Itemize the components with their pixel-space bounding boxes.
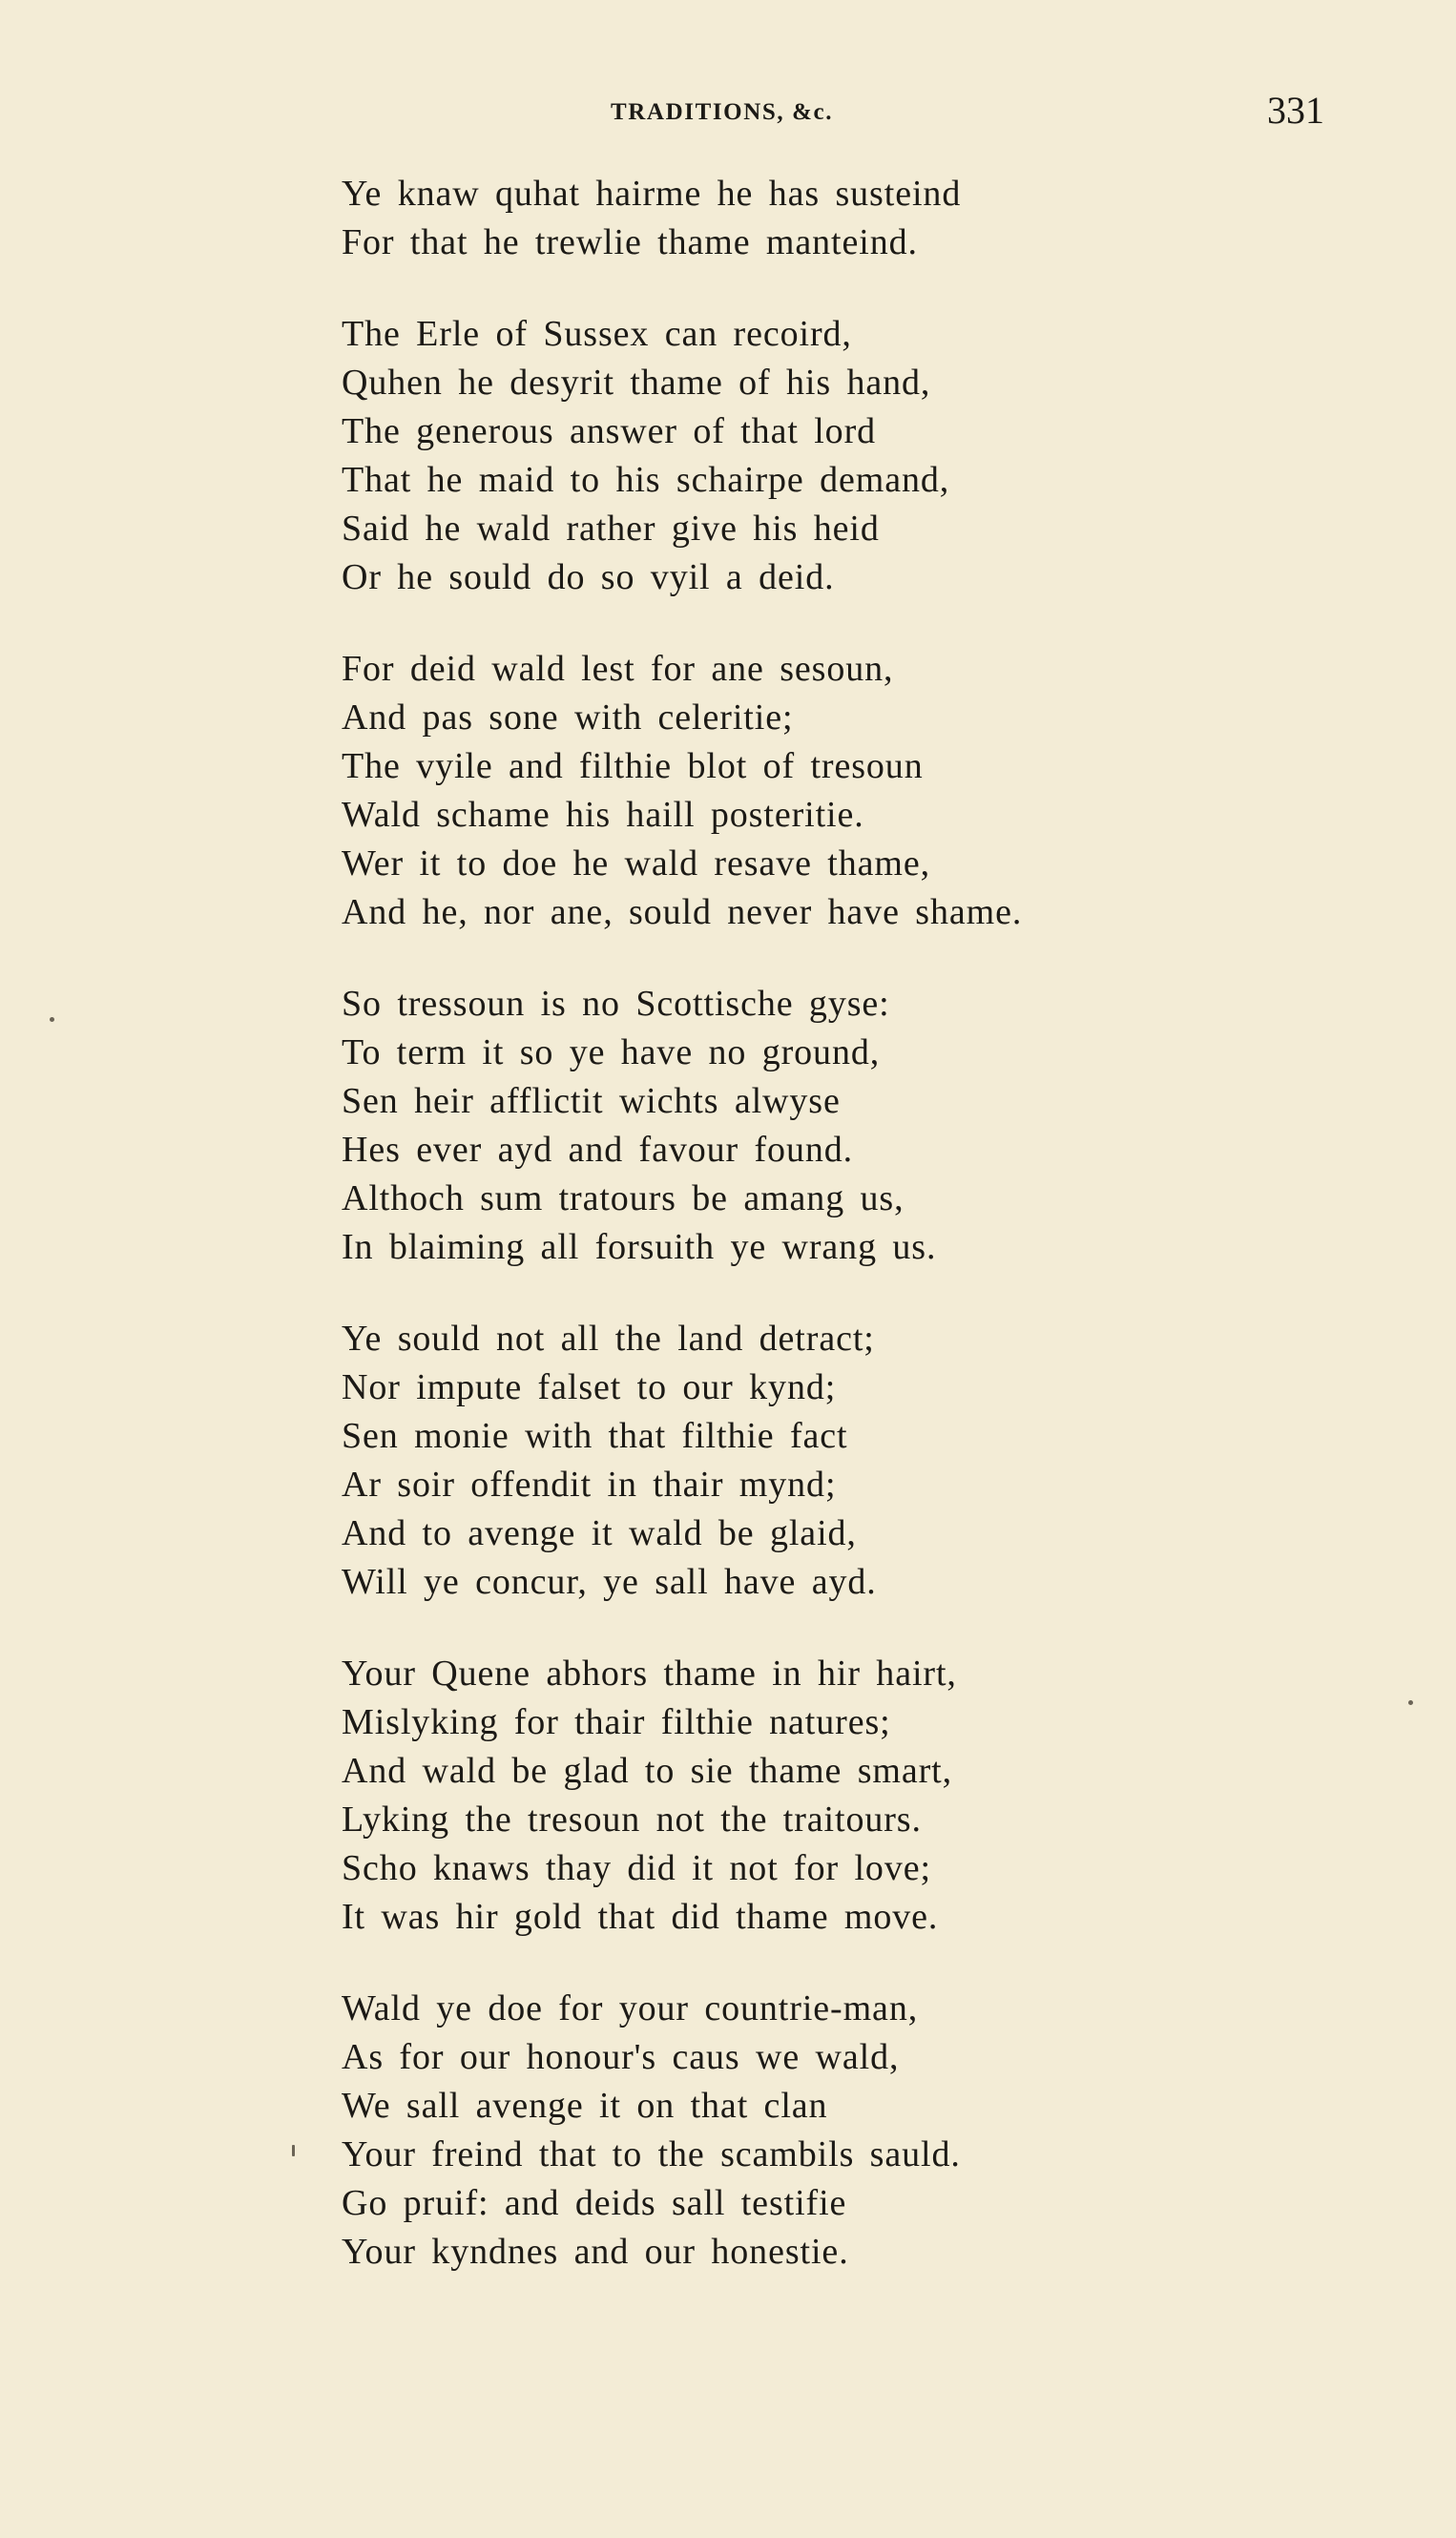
verse-line: And to avenge it wald be glaid, xyxy=(342,1513,857,1553)
verse-line: The Erle of Sussex can recoird, xyxy=(342,314,852,354)
stanza xyxy=(342,645,1391,937)
verse-line: Your kyndnes and our honestie. xyxy=(342,2232,849,2272)
stanza xyxy=(342,1985,1391,2277)
paper-speck xyxy=(1408,1700,1413,1705)
verse-line: The generous answer of that lord xyxy=(342,411,877,451)
verse-line: To term it so ye have no ground, xyxy=(342,1032,881,1072)
verse-line: Lyking the tresoun not the traitours. xyxy=(342,1799,922,1840)
stanza xyxy=(342,1315,1391,1607)
verse-line: That he maid to his schairpe demand, xyxy=(342,460,950,500)
stanza xyxy=(342,980,1391,1272)
verse-line: Wald schame his haill posteritie. xyxy=(342,795,864,835)
verse-line: Sen heir afflictit wichts alwyse xyxy=(342,1081,841,1121)
verse-line: Wer it to doe he wald resave thame, xyxy=(342,843,931,884)
verse-line: The vyile and filthie blot of tresoun xyxy=(342,746,924,786)
verse-line: It was hir gold that did thame move. xyxy=(342,1897,939,1937)
verse-line: And wald be glad to sie thame smart, xyxy=(342,1751,953,1791)
verse-line: Hes ever ayd and favour found. xyxy=(342,1130,854,1170)
stanza xyxy=(342,170,1391,267)
verse-line: Scho knaws thay did it not for love; xyxy=(342,1848,931,1888)
verse-line: In blaiming all forsuith ye wrang us. xyxy=(342,1227,937,1267)
stanza xyxy=(342,310,1391,602)
verse-line: Sen monie with that filthie fact xyxy=(342,1416,848,1456)
verse-line: Will ye concur, ye sall have ayd. xyxy=(342,1562,877,1602)
verse-line: We sall avenge it on that clan xyxy=(342,2086,828,2126)
running-title: TRADITIONS, &c. xyxy=(611,99,834,125)
verse-line: Ye sould not all the land detract; xyxy=(342,1319,875,1359)
running-head xyxy=(0,88,1456,145)
verse-line: Quhen he desyrit thame of his hand, xyxy=(342,363,931,403)
stanza xyxy=(342,1650,1391,1942)
verse-line: For that he trewlie thame manteind. xyxy=(342,222,918,262)
verse-line: Go pruif: and deids sall testifie xyxy=(342,2183,847,2223)
verse-line: Your freind that to the scambils sauld. xyxy=(342,2134,961,2174)
verse-line: Said he wald rather give his heid xyxy=(342,509,880,549)
verse-line: For deid wald lest for ane sesoun, xyxy=(342,649,894,689)
verse-line: And he, nor ane, sould never have shame. xyxy=(342,892,1023,932)
verse-line: And pas sone with celeritie; xyxy=(342,697,794,738)
verse-line: Ar soir offendit in thair mynd; xyxy=(342,1465,837,1505)
verse-line: Wald ye doe for your countrie-man, xyxy=(342,1988,919,2028)
paper-speck xyxy=(50,1017,54,1022)
verse-line: Or he sould do so vyil a deid. xyxy=(342,557,835,597)
verse-line: Ye knaw quhat hairme he has susteind xyxy=(342,174,962,214)
verse-line: So tressoun is no Scottische gyse: xyxy=(342,984,890,1024)
paper-speck xyxy=(292,2145,295,2156)
page-number: 331 xyxy=(1267,89,1324,132)
poem xyxy=(342,170,1391,2320)
verse-line: Althoch sum tratours be amang us, xyxy=(342,1178,905,1218)
verse-line: Mislyking for thair filthie natures; xyxy=(342,1702,891,1742)
verse-line: Nor impute falset to our kynd; xyxy=(342,1367,837,1407)
verse-line: As for our honour's caus we wald, xyxy=(342,2037,900,2077)
verse-line: Your Quene abhors thame in hir hairt, xyxy=(342,1654,957,1694)
